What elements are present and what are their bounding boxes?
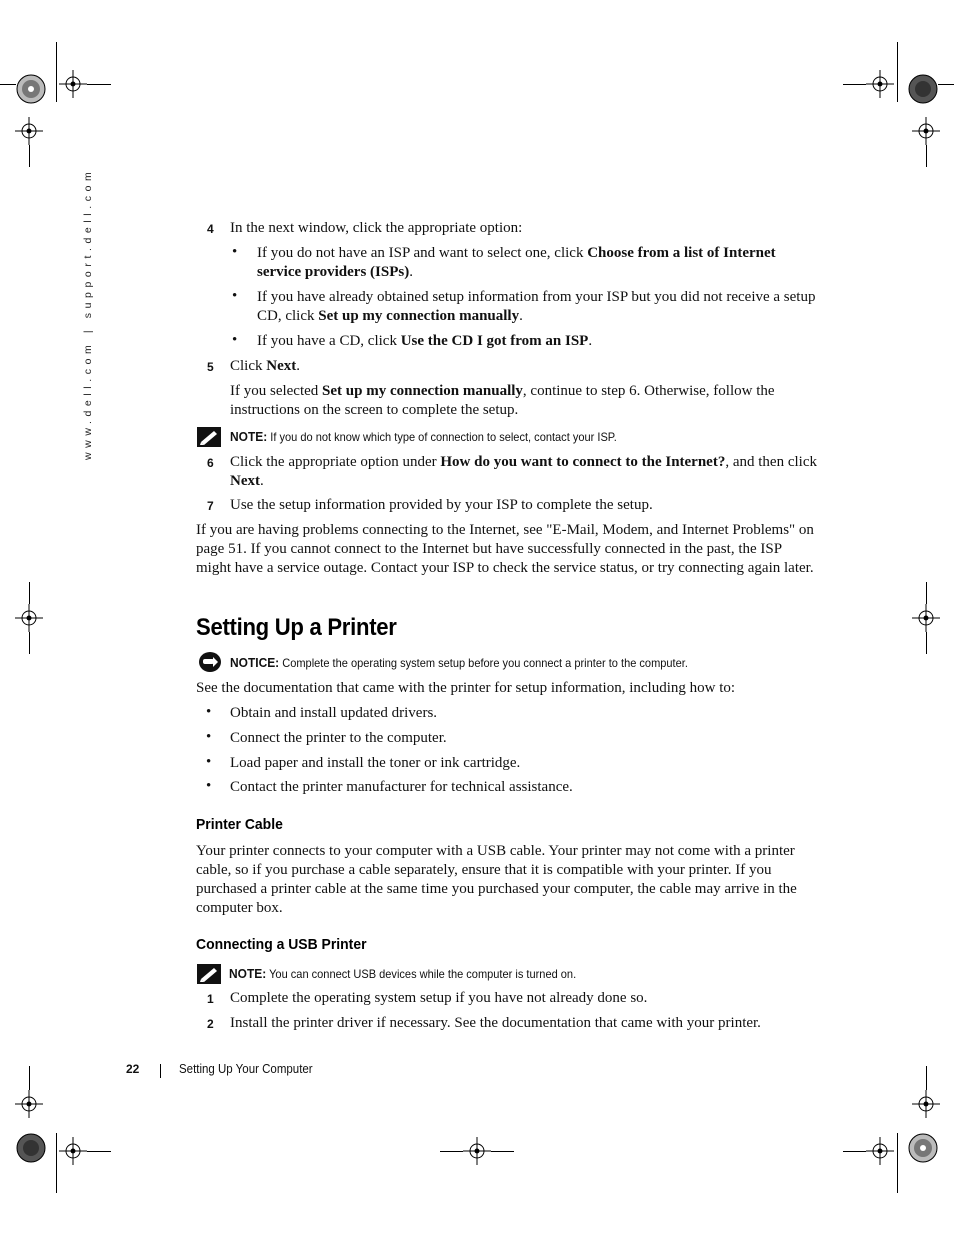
- crosshair-mark-mid-left: [15, 604, 43, 632]
- bullet-dot: •: [206, 778, 212, 794]
- trim-line-bottom-left-h: [87, 1151, 111, 1152]
- step-5-text: Click Next.: [230, 358, 300, 374]
- trim-line-bottom-center-h: [440, 1151, 463, 1152]
- step-6-text: Click the appropriate option under How do you want to connect to the Internet?, and then click Next.: [230, 454, 817, 489]
- bullet-dot: •: [206, 704, 212, 720]
- printer-bullet-3: Load paper and install the toner or ink cartridge.: [230, 755, 521, 771]
- note-pencil-icon: [197, 964, 221, 984]
- step-5-number: 5: [207, 360, 214, 374]
- crosshair-mark-bottom-left-b: [59, 1137, 87, 1165]
- trim-line-mid-right-v: [926, 582, 927, 604]
- bullet-dot: •: [232, 332, 238, 348]
- trim-line-top-right: [843, 84, 866, 85]
- usb-step-1-text: Complete the operating system setup if you have not already done so.: [230, 990, 648, 1006]
- starburst-mark-bottom-right: [908, 1133, 938, 1163]
- section-title: Setting Up a Printer: [196, 614, 397, 641]
- step-5-followup: If you selected Set up my connection manually, continue to step 6. Otherwise, follow the instructions on the screen to complete the setup.: [230, 383, 775, 418]
- intro-paragraph: See the documentation that came with the printer for setup information, including how to:: [196, 680, 736, 696]
- trim-line-bottom-left-v: [29, 1066, 30, 1090]
- trim-line-top-right-v: [897, 42, 898, 102]
- crosshair-mark-top-left-b: [15, 117, 43, 145]
- crosshair-mark-mid-right: [912, 604, 940, 632]
- step-4-text: In the next window, click the appropriate option:: [230, 220, 523, 236]
- problems-paragraph: If you are having problems connecting to the Internet, see "E-Mail, Modem, and Internet Problems" on page 51. If you cannot connect to the Internet but have successfully connected in the past, the ISP might have a service outage. Contact your ISP to check the service status, or try connecting again later.: [196, 522, 814, 576]
- trim-line-top-right-v2: [926, 145, 927, 167]
- starburst-mark-top-left: [16, 74, 46, 104]
- step-7-text: Use the setup information provided by your ISP to complete the setup.: [230, 497, 653, 513]
- trim-line-top-left: [0, 84, 16, 85]
- trim-line-top-right-2: [938, 84, 954, 85]
- starburst-mark-bottom-left: [16, 1133, 46, 1163]
- notice-hand-icon: [198, 651, 222, 673]
- trim-line-mid-left-v: [29, 582, 30, 604]
- step-6-number: 6: [207, 456, 214, 470]
- step-4-bullet-1: If you do not have an ISP and want to select one, click Choose from a list of Internet service providers (ISPs).: [257, 245, 776, 280]
- bullet-dot: •: [206, 729, 212, 745]
- bullet-dot: •: [232, 288, 238, 304]
- starburst-mark-top-right: [908, 74, 938, 104]
- note-connection-type: NOTE: If you do not know which type of connection to select, contact your ISP.: [230, 429, 617, 444]
- trim-line-top-left-v: [56, 42, 57, 102]
- crosshair-mark-top-left-a: [59, 70, 87, 98]
- step-4-bullet-3: If you have a CD, click Use the CD I got from an ISP.: [257, 333, 593, 349]
- trim-line-bottom-center-h2: [491, 1151, 514, 1152]
- trim-line-bottom-right-h: [843, 1151, 866, 1152]
- crosshair-mark-bottom-right-a: [866, 1137, 894, 1165]
- note-pencil-icon: [197, 427, 221, 447]
- crosshair-mark-bottom-right-b: [912, 1090, 940, 1118]
- trim-line-bottom-right-v: [897, 1133, 898, 1193]
- usb-step-2-text: Install the printer driver if necessary. See the documentation that came with your printer.: [230, 1015, 761, 1031]
- step-7-number: 7: [207, 499, 214, 513]
- trim-line-top-left-v2: [29, 145, 30, 167]
- bullet-dot: •: [206, 754, 212, 770]
- printer-bullet-1: Obtain and install updated drivers.: [230, 705, 438, 721]
- side-url: www.dell.com | support.dell.com: [82, 167, 94, 460]
- page-number: 22: [126, 1062, 140, 1076]
- notice-text: NOTICE: Complete the operating system setup before you connect a printer to the computer.: [230, 655, 688, 670]
- footer-chapter-title: Setting Up Your Computer: [179, 1062, 313, 1076]
- step-4-number: 4: [207, 222, 214, 236]
- step-4-bullet-2: If you have already obtained setup information from your ISP but you did not receive a setup CD, click Set up my connection manually.: [257, 289, 816, 324]
- usb-step-2-number: 2: [207, 1017, 214, 1031]
- crosshair-mark-bottom-center: [463, 1137, 491, 1165]
- printer-bullet-4: Contact the printer manufacturer for technical assistance.: [230, 779, 573, 795]
- trim-line-mid-left-v2: [29, 632, 30, 654]
- usb-step-1-number: 1: [207, 992, 214, 1006]
- note-usb: NOTE: You can connect USB devices while the computer is turned on.: [229, 966, 577, 981]
- bullet-dot: •: [232, 244, 238, 260]
- trim-line-bottom-right-v2: [926, 1066, 927, 1090]
- trim-line-top-left-2: [87, 84, 111, 85]
- trim-line-mid-right-v2: [926, 632, 927, 654]
- trim-line-bottom-left-v2: [56, 1133, 57, 1193]
- crosshair-mark-bottom-left-a: [15, 1090, 43, 1118]
- printer-cable-heading: Printer Cable: [196, 816, 283, 833]
- crosshair-mark-top-right-b: [912, 117, 940, 145]
- crosshair-mark-top-right-a: [866, 70, 894, 98]
- usb-printer-heading: Connecting a USB Printer: [196, 936, 367, 953]
- footer-divider: [160, 1064, 161, 1078]
- printer-bullet-2: Connect the printer to the computer.: [230, 730, 447, 746]
- printer-cable-paragraph: Your printer connects to your computer with a USB cable. Your printer may not come with a printer cable, so if you purchase a cable separately, ensure that it is compatible with your printer. If you purchased a printer cable at the same time you purchased your computer, the cable may arrive in the computer box.: [196, 843, 797, 916]
